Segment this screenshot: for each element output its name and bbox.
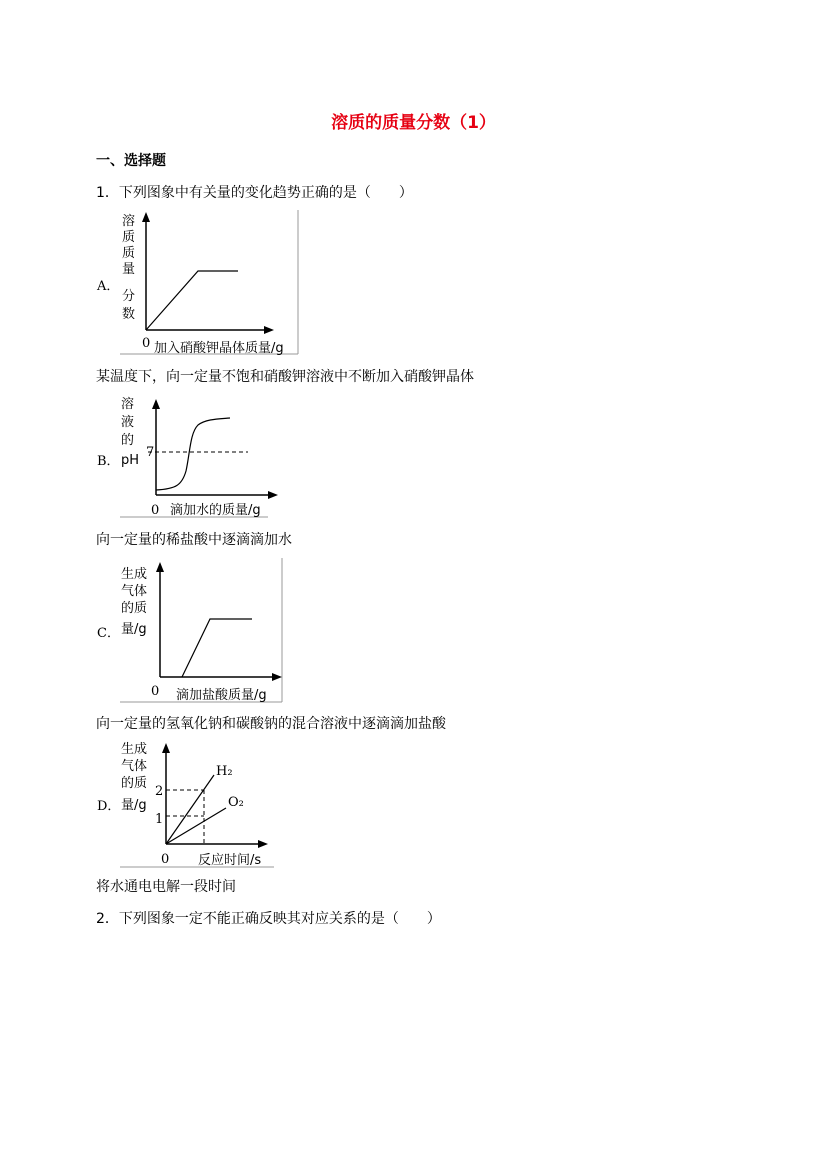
ylabel-b-2: 的 [121, 433, 135, 448]
ylabel-a-2: 质 [122, 246, 136, 261]
ylabel-b-1: 液 [121, 415, 135, 430]
caption-a: 某温度下，向一定量不饱和硝酸钾溶液中不断加入硝酸钾晶体 [96, 369, 474, 385]
origin-d: 0 [161, 852, 170, 867]
ylabel-b-0: 溶 [121, 397, 135, 412]
ylabel-d-2: 的质 [121, 776, 148, 791]
xlabel-b: 滴加水的质量/g [170, 503, 261, 518]
caption-b: 向一定量的稀盐酸中逐滴滴加水 [96, 532, 292, 548]
x-axis-arrow [268, 491, 278, 499]
origin-b: 0 [151, 503, 160, 518]
ylabel-b-3: pH [121, 453, 140, 468]
option-c-label: C． [97, 626, 120, 641]
curve-c [182, 619, 252, 677]
ylabel-d-1: 气体 [121, 759, 148, 774]
section-heading: 一、选择题 [96, 153, 166, 169]
y-axis-arrow [142, 212, 150, 222]
line-h2 [166, 775, 214, 844]
caption-d: 将水通电电解一段时间 [96, 879, 236, 895]
series-label-o2: O₂ [228, 795, 244, 810]
ylabel-c-3: 量/g [121, 622, 147, 637]
y-axis-arrow [152, 399, 160, 409]
ylabel-a-4: 分 [122, 289, 136, 304]
ylabel-a-3: 量 [122, 262, 136, 277]
ylabel-c-1: 气体 [121, 584, 148, 599]
graph-c [118, 558, 284, 704]
option-d-label: D． [97, 799, 121, 814]
question-1: 1．下列图象中有关量的变化趋势正确的是（ ） [96, 185, 413, 201]
xlabel-c: 滴加盐酸质量/g [176, 688, 267, 703]
ylabel-a-1: 质 [122, 230, 136, 245]
graph-d [118, 737, 276, 869]
page-title: 溶质的质量分数（1） [331, 113, 496, 133]
option-a-label: A． [97, 279, 120, 294]
ylabel-c-0: 生成 [121, 567, 148, 582]
x-axis-arrow [264, 326, 274, 334]
curve-b [156, 418, 230, 490]
origin-a: 0 [142, 336, 151, 351]
ylabel-a-0: 溶 [122, 214, 136, 229]
caption-c: 向一定量的氢氧化钠和碳酸钠的混合溶液中逐滴滴加盐酸 [96, 716, 446, 732]
ylabel-d-0: 生成 [121, 742, 148, 757]
y-axis-arrow [156, 562, 164, 572]
ylabel-c-2: 的质 [121, 601, 148, 616]
graph-a [118, 210, 300, 356]
ylabel-d-3: 量/g [121, 798, 147, 813]
tick-1: 1 [155, 812, 164, 827]
option-b-label: B． [97, 454, 120, 469]
y-axis-arrow [162, 743, 170, 753]
origin-c: 0 [151, 684, 160, 699]
tick-2: 2 [155, 784, 164, 799]
ref-value-b: 7 [146, 445, 155, 460]
series-label-h2: H₂ [216, 764, 233, 779]
question-2: 2．下列图象一定不能正确反映其对应关系的是（ ） [96, 911, 441, 927]
xlabel-a: 加入硝酸钾晶体质量/g [154, 341, 284, 356]
graph-b [118, 393, 274, 519]
x-axis-arrow [258, 840, 268, 848]
curve-a [146, 271, 238, 330]
line-o2 [166, 808, 226, 844]
ylabel-a-5: 数 [122, 307, 136, 322]
xlabel-d: 反应时间/s [198, 853, 262, 868]
x-axis-arrow [272, 673, 282, 681]
